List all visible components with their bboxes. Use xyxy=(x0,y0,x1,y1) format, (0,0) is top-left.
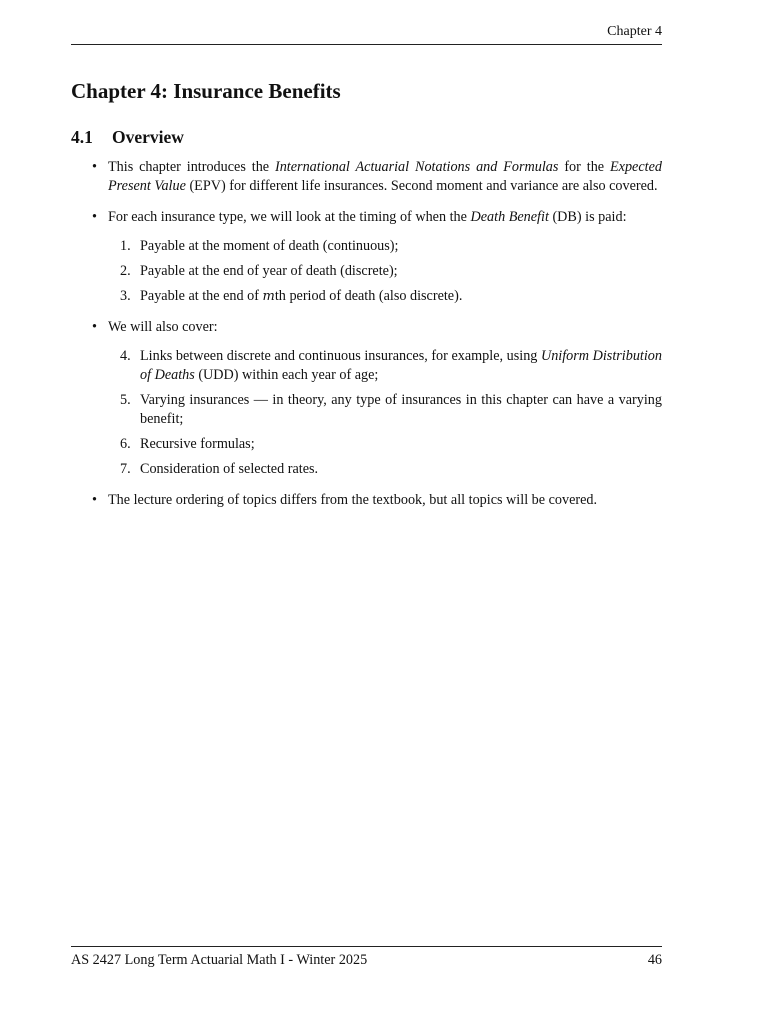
emphasis-death-benefit: Death Benefit xyxy=(470,209,549,225)
timing-list xyxy=(108,237,662,306)
item-text: Payable at the end of year of death (discrete); xyxy=(140,263,398,279)
text-run: This chapter introduces the xyxy=(108,159,275,175)
item-text: th period of death (also discrete). xyxy=(274,288,463,304)
bullet-icon: • xyxy=(92,492,97,508)
item-number: 2. xyxy=(120,263,131,279)
bullet-item-timing xyxy=(71,208,662,306)
running-header: Chapter 4 xyxy=(607,24,662,39)
page-number: 46 xyxy=(647,952,662,968)
bullet-text xyxy=(108,208,662,227)
item-number: 6. xyxy=(120,436,131,452)
item-number: 3. xyxy=(120,288,131,304)
item-number: 7. xyxy=(120,461,131,477)
list-item xyxy=(108,287,662,306)
bullet-item-also-cover xyxy=(71,318,662,479)
text-run: For each insurance type, we will look at the timing of when the xyxy=(108,209,471,225)
math-variable-m: m xyxy=(262,289,275,304)
list-item xyxy=(108,347,662,385)
header-rule xyxy=(71,44,662,45)
footer-course: AS 2427 Long Term Actuarial Math I - Winter 2025 xyxy=(71,952,368,968)
section-heading xyxy=(71,127,184,148)
bullet-item-intro xyxy=(71,158,662,196)
item-number: 1. xyxy=(120,238,131,254)
emphasis-udd: Uniform Distribution of Deaths xyxy=(140,348,662,383)
list-item xyxy=(108,391,662,429)
list-item xyxy=(108,262,662,281)
bullet-icon: • xyxy=(92,159,97,175)
item-text: Varying insurances — in theory, any type of insurances in this chapter can have a varying benefit; xyxy=(140,392,662,427)
text-run: (EPV) for different life insurances. Second moment and variance are also covered. xyxy=(185,178,658,194)
section-number: 4.1 xyxy=(71,127,93,147)
item-text: Consideration of selected rates. xyxy=(140,461,319,477)
bullet-icon: • xyxy=(92,209,97,225)
bullet-text xyxy=(108,158,662,196)
bullet-icon: • xyxy=(92,319,97,335)
section-title: Overview xyxy=(112,127,184,147)
body-content xyxy=(71,158,662,522)
item-text: (UDD) within each year of age; xyxy=(194,367,379,383)
list-item xyxy=(108,460,662,479)
item-number: 4. xyxy=(120,348,131,364)
item-text: Payable at the moment of death (continuous); xyxy=(140,238,399,254)
item-text: Payable at the end of xyxy=(140,288,263,304)
item-number: 5. xyxy=(120,392,131,408)
footer-rule xyxy=(71,946,662,947)
text-run: (DB) is paid: xyxy=(548,209,627,225)
chapter-title: Chapter 4: Insurance Benefits xyxy=(71,79,341,103)
text-run: for the xyxy=(558,159,610,175)
emphasis-epv: Expected Present Value xyxy=(108,159,662,194)
bullet-list xyxy=(71,158,662,510)
emphasis-notations: International Actuarial Notations and Formulas xyxy=(274,159,559,175)
bullet-text: The lecture ordering of topics differs from the textbook, but all topics will be covered. xyxy=(108,492,598,508)
list-item xyxy=(108,237,662,256)
list-item xyxy=(108,435,662,454)
bullet-item-ordering xyxy=(71,491,662,510)
item-text: Recursive formulas; xyxy=(140,436,255,452)
bullet-text: We will also cover: xyxy=(108,319,218,335)
cover-list xyxy=(108,347,662,479)
item-text: Links between discrete and continuous insurances, for example, using xyxy=(140,348,541,364)
